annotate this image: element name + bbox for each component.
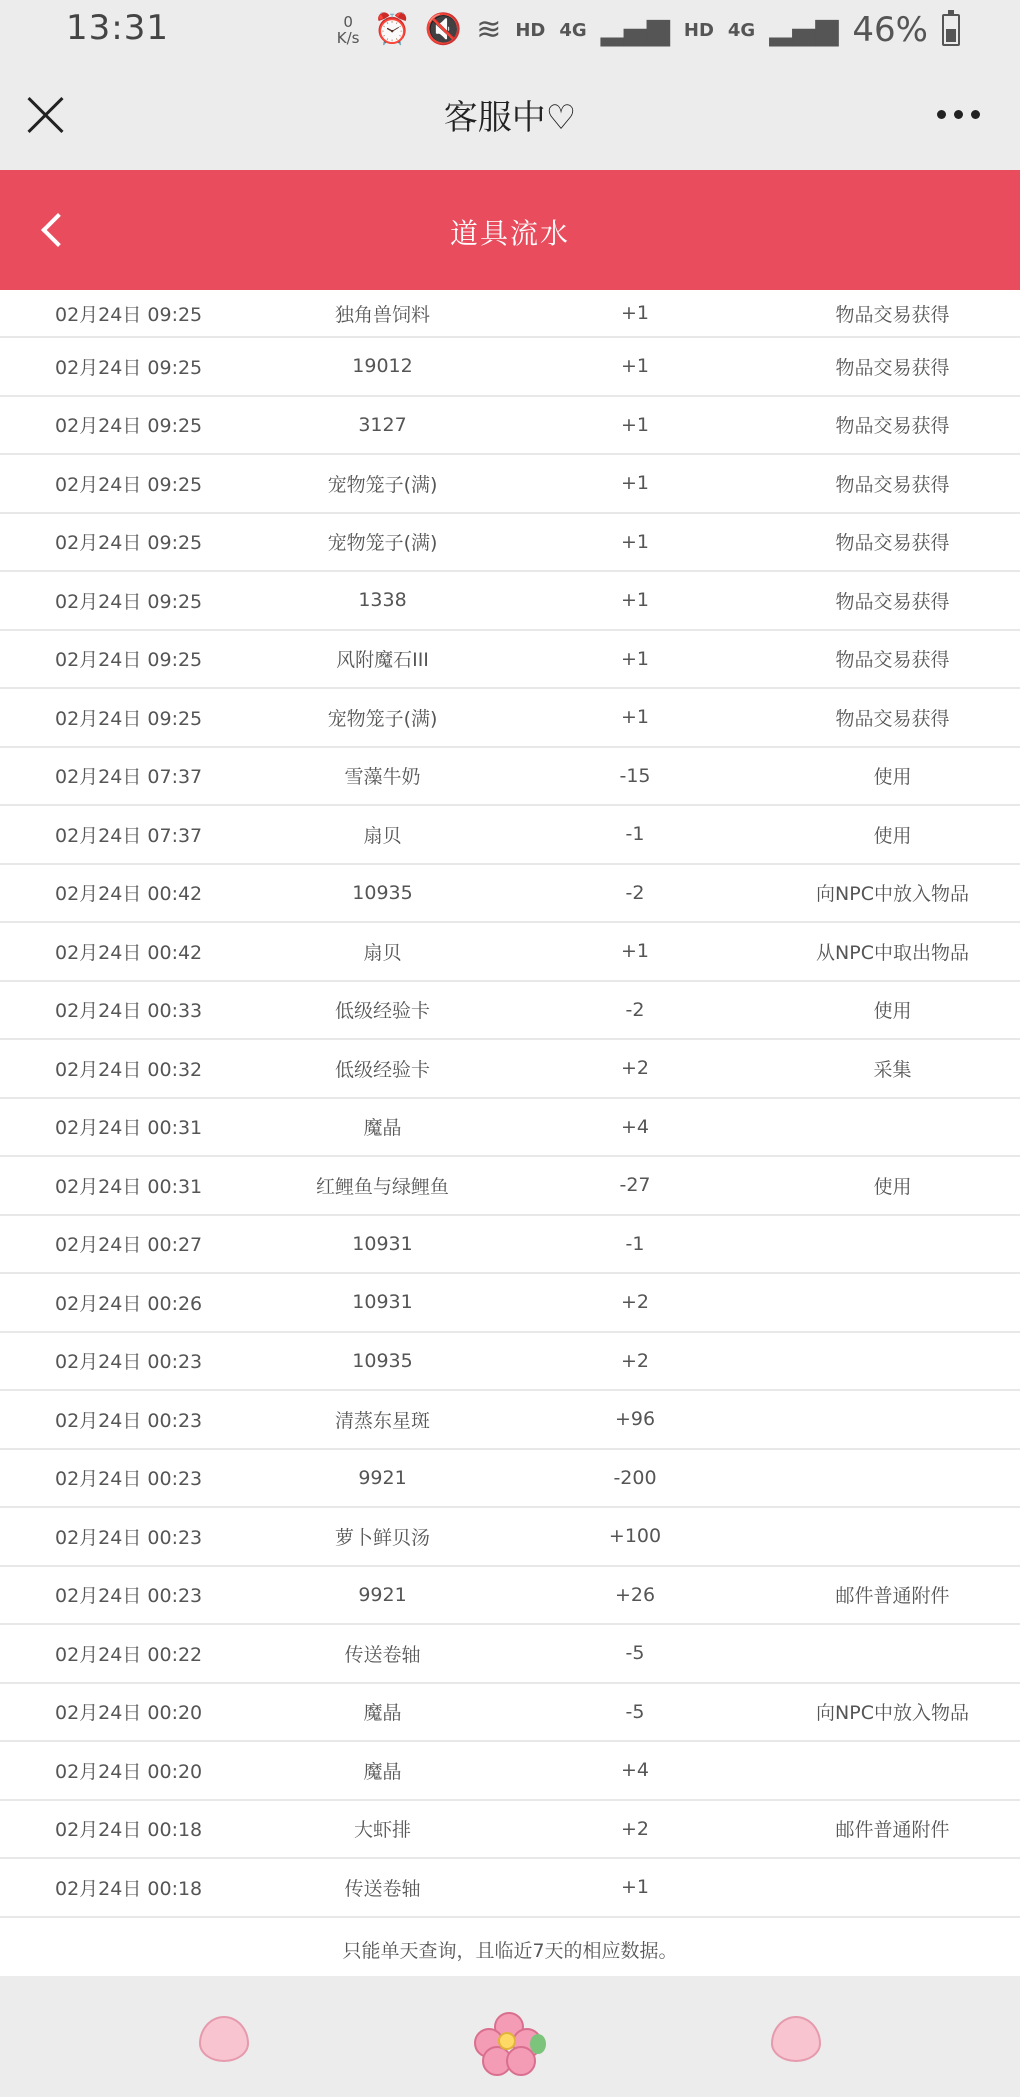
row-quantity: +1: [620, 589, 649, 612]
row-time: 02月24日 09:25: [55, 356, 203, 379]
table-row: [0, 1567, 1020, 1626]
row-time: 02月24日 09:25: [55, 649, 203, 672]
row-source: 邮件普通附件: [835, 1819, 950, 1842]
row-item: 扇贝: [363, 941, 402, 964]
net-speed-value: 0: [343, 13, 353, 31]
row-item: 魔晶: [363, 1760, 402, 1783]
row-source: [770, 1274, 1015, 1331]
row-source: 从NPC中取出物品: [816, 941, 969, 964]
row-quantity: +1: [620, 530, 649, 553]
row-time: 02月24日 00:23: [55, 1409, 203, 1432]
row-item: 雪藻牛奶: [344, 766, 421, 789]
row-quantity: -27: [619, 1174, 651, 1197]
table-row: [0, 1684, 1020, 1743]
table-row: [0, 1859, 1020, 1918]
table-row: [0, 1099, 1020, 1158]
footer-note: 只能单天查询，且临近7天的相应数据。: [0, 1922, 1020, 1976]
page-title: 客服中♡: [443, 98, 577, 138]
table-row: [0, 748, 1020, 807]
network-label-1: 4G: [559, 19, 587, 41]
row-quantity: +2: [620, 1057, 649, 1080]
row-time: 02月24日 00:23: [55, 1351, 203, 1374]
hd-label-1: HD: [515, 19, 546, 41]
row-source: 使用: [873, 824, 912, 847]
petal-icon[interactable]: [771, 2016, 821, 2062]
row-item: 萝卜鲜贝汤: [334, 1526, 430, 1549]
alarm-icon: ⏰: [373, 12, 411, 47]
net-speed: [337, 14, 360, 46]
row-time: 02月24日 00:42: [55, 883, 203, 906]
row-item: 传送卷轴: [344, 1877, 421, 1900]
row-quantity: +1: [620, 706, 649, 729]
row-time: 02月24日 00:18: [55, 1819, 203, 1842]
row-time: 02月24日 00:23: [55, 1585, 203, 1608]
signal-icon: ▂▄▆: [769, 12, 839, 47]
row-quantity: +4: [620, 1115, 649, 1138]
table-row: [0, 1040, 1020, 1099]
row-item: 9921: [358, 1466, 407, 1489]
row-source: [770, 1859, 1015, 1916]
row-source: 物品交易获得: [835, 590, 950, 613]
hd-label-2: HD: [683, 19, 714, 41]
table-row: [0, 1216, 1020, 1275]
table-row: [0, 290, 1020, 338]
row-item: 3127: [358, 413, 407, 436]
row-source: [770, 1742, 1015, 1799]
row-time: 02月24日 09:25: [55, 303, 203, 326]
row-time: 02月24日 00:31: [55, 1117, 203, 1140]
row-item: 红鲤鱼与绿鲤鱼: [315, 1175, 449, 1198]
row-source: [770, 1216, 1015, 1273]
row-source: 物品交易获得: [835, 532, 950, 555]
table-row: [0, 806, 1020, 865]
row-quantity: +2: [620, 1349, 649, 1372]
row-source: [770, 1391, 1015, 1448]
net-speed-unit: K/s: [336, 29, 360, 47]
row-item: 传送卷轴: [344, 1643, 421, 1666]
row-source: 物品交易获得: [835, 356, 950, 379]
table-row: [0, 1450, 1020, 1509]
row-quantity: +4: [620, 1759, 649, 1782]
row-quantity: -2: [625, 998, 645, 1021]
more-icon[interactable]: [937, 110, 980, 119]
row-item: 清蒸东星斑: [334, 1409, 430, 1432]
battery-percent: 46%: [852, 10, 928, 50]
row-source: [770, 1450, 1015, 1507]
row-source: 向NPC中放入物品: [816, 883, 969, 906]
item-log-title: 道具流水: [449, 217, 570, 250]
flower-icon[interactable]: [474, 2012, 546, 2074]
row-time: 02月24日 00:20: [55, 1760, 203, 1783]
row-item: 魔晶: [363, 1702, 402, 1725]
row-time: 02月24日 00:23: [55, 1526, 203, 1549]
row-quantity: -5: [625, 1700, 645, 1723]
title-bar: [0, 60, 1020, 170]
row-quantity: +1: [620, 940, 649, 963]
table-row: [0, 923, 1020, 982]
row-quantity: -5: [625, 1642, 645, 1665]
row-item: 10935: [352, 1349, 413, 1372]
row-quantity: -1: [625, 1232, 645, 1255]
row-item: 低级经验卡: [334, 1000, 430, 1023]
item-log-table: [0, 290, 1020, 1918]
row-source: [770, 1333, 1015, 1390]
signal-icon: ▂▄▆: [600, 12, 670, 47]
row-item: 低级经验卡: [334, 1058, 430, 1081]
row-time: 02月24日 00:26: [55, 1292, 203, 1315]
row-item: 宠物笼子(满): [327, 473, 438, 496]
row-time: 02月24日 07:37: [55, 766, 203, 789]
row-time: 02月24日 00:42: [55, 941, 203, 964]
status-time: 13:31: [66, 8, 169, 48]
row-item: 扇贝: [363, 824, 402, 847]
row-item: 10935: [352, 881, 413, 904]
table-row: [0, 338, 1020, 397]
row-source: [770, 1508, 1015, 1565]
table-row: [0, 1508, 1020, 1567]
row-quantity: +1: [620, 647, 649, 670]
row-time: 02月24日 00:23: [55, 1468, 203, 1491]
table-row: [0, 1742, 1020, 1801]
table-row: [0, 1801, 1020, 1860]
row-source: 采集: [873, 1058, 912, 1081]
row-time: 02月24日 09:25: [55, 590, 203, 613]
row-time: 02月24日 09:25: [55, 415, 203, 438]
row-item: 独角兽饲料: [334, 303, 430, 326]
row-quantity: +2: [620, 1817, 649, 1840]
network-label-2: 4G: [727, 19, 756, 41]
row-time: 02月24日 00:31: [55, 1175, 203, 1198]
row-item: 宠物笼子(满): [327, 532, 438, 555]
battery-icon: [942, 14, 960, 46]
table-row: [0, 1274, 1020, 1333]
row-quantity: -1: [625, 823, 645, 846]
row-source: 使用: [873, 766, 912, 789]
table-row: [0, 982, 1020, 1041]
row-time: 02月24日 00:32: [55, 1058, 203, 1081]
row-quantity: +96: [614, 1408, 656, 1431]
row-time: 02月24日 09:25: [55, 707, 203, 730]
row-source: [770, 1625, 1015, 1682]
row-quantity: -15: [619, 764, 651, 787]
row-quantity: +1: [620, 302, 649, 324]
row-item: 10931: [352, 1291, 413, 1314]
table-row: [0, 1157, 1020, 1216]
table-row: [0, 865, 1020, 924]
mute-icon: 🔇: [424, 12, 463, 47]
item-log-header: [0, 170, 1020, 290]
battery-fill: [946, 29, 956, 42]
row-source: [770, 1099, 1015, 1156]
row-source: 物品交易获得: [835, 303, 950, 326]
row-item: 19012: [352, 355, 413, 378]
row-quantity: -2: [625, 881, 645, 904]
table-row: [0, 689, 1020, 748]
row-quantity: +1: [620, 413, 649, 436]
table-row: [0, 1391, 1020, 1450]
row-time: 02月24日 00:22: [55, 1643, 203, 1666]
row-quantity: +1: [620, 355, 649, 378]
row-time: 02月24日 07:37: [55, 824, 203, 847]
row-item: 9921: [358, 1583, 407, 1606]
row-time: 02月24日 00:27: [55, 1234, 203, 1257]
row-quantity: +2: [620, 1291, 649, 1314]
row-item: 1338: [358, 589, 407, 612]
table-row: [0, 1625, 1020, 1684]
table-row: [0, 514, 1020, 573]
table-row: [0, 455, 1020, 514]
row-item: 风附魔石III: [336, 649, 429, 672]
row-source: 向NPC中放入物品: [816, 1702, 969, 1725]
row-quantity: -200: [613, 1466, 657, 1489]
row-source: 使用: [873, 1175, 912, 1198]
row-item: 大虾排: [353, 1819, 411, 1842]
row-source: 使用: [873, 1000, 912, 1023]
row-quantity: +100: [608, 1525, 662, 1548]
row-time: 02月24日 00:33: [55, 1000, 203, 1023]
table-row: [0, 397, 1020, 456]
row-item: 10931: [352, 1232, 413, 1255]
row-time: 02月24日 00:18: [55, 1877, 203, 1900]
row-source: 邮件普通附件: [835, 1585, 950, 1608]
row-source: 物品交易获得: [835, 707, 950, 730]
status-bar: [0, 0, 1020, 60]
row-item: 宠物笼子(满): [327, 707, 438, 730]
row-source: 物品交易获得: [835, 473, 950, 496]
row-source: 物品交易获得: [835, 649, 950, 672]
row-item: 魔晶: [363, 1117, 402, 1140]
bottom-decoration-bar: [0, 1976, 1020, 2097]
row-quantity: +26: [614, 1583, 656, 1606]
table-row: [0, 572, 1020, 631]
row-time: 02月24日 09:25: [55, 532, 203, 555]
row-source: 物品交易获得: [835, 415, 950, 438]
wifi-icon: ≋: [476, 12, 502, 47]
row-time: 02月24日 00:20: [55, 1702, 203, 1725]
table-row: [0, 631, 1020, 690]
table-row: [0, 1333, 1020, 1392]
row-quantity: +1: [620, 472, 649, 495]
status-icons: [337, 10, 960, 50]
row-time: 02月24日 09:25: [55, 473, 203, 496]
petal-icon[interactable]: [199, 2016, 249, 2062]
row-quantity: +1: [620, 1876, 649, 1899]
